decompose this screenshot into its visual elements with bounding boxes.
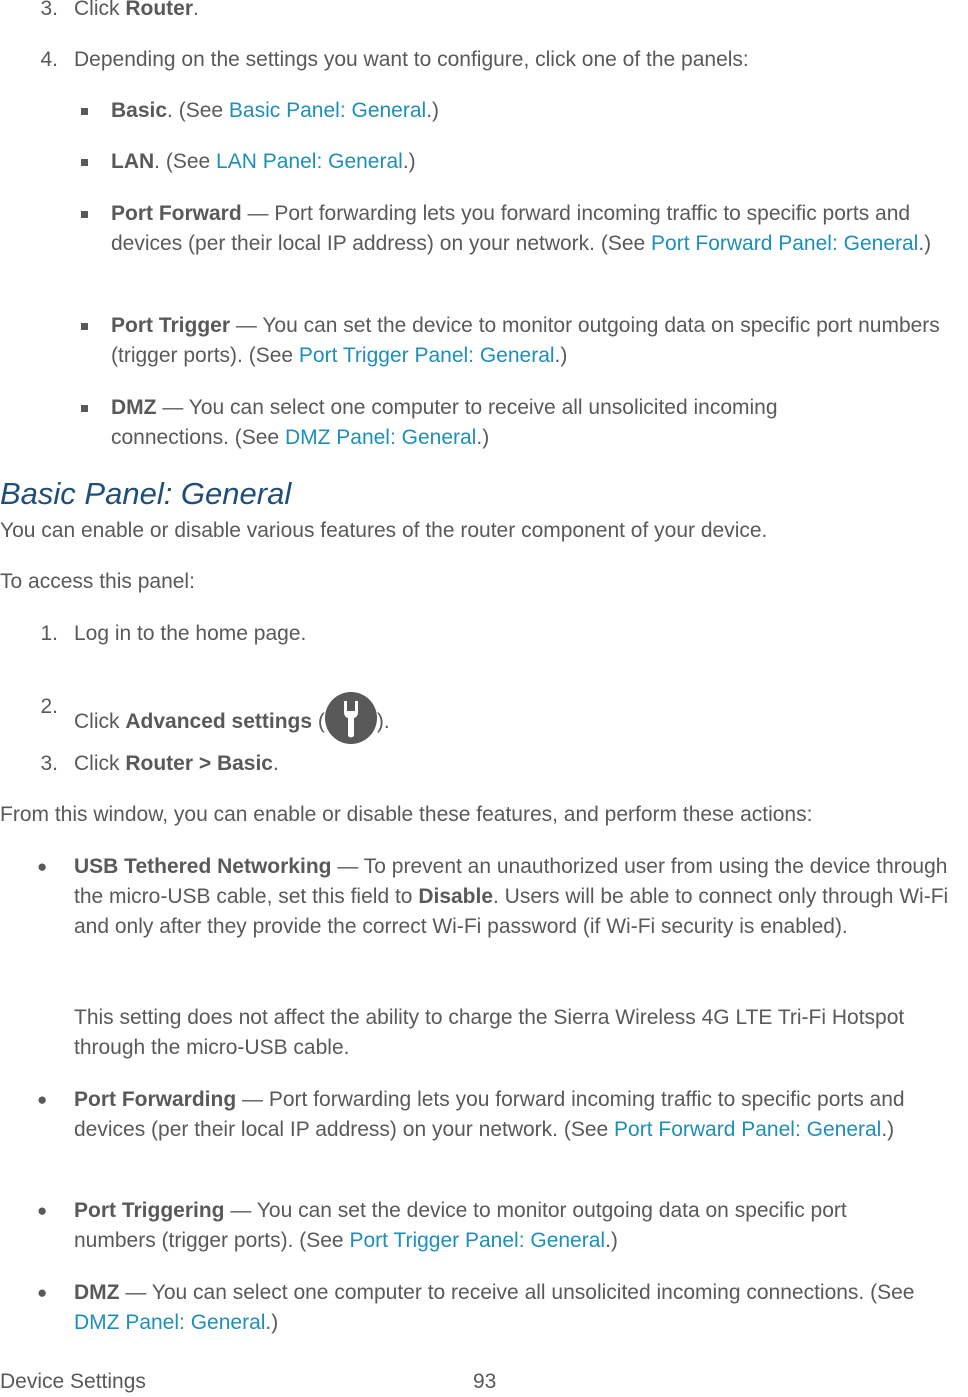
wrench-icon bbox=[325, 692, 377, 744]
access-intro: To access this panel: bbox=[0, 570, 195, 593]
step-number: 4. bbox=[40, 48, 58, 71]
link-basic-panel[interactable]: Basic Panel: General bbox=[228, 99, 427, 122]
bullet-icon: ● bbox=[37, 1090, 48, 1109]
bullet-icon: ● bbox=[37, 1201, 48, 1220]
router-basic-label: Router > Basic bbox=[125, 752, 273, 775]
step-number: 3. bbox=[40, 0, 58, 20]
router-label: Router bbox=[125, 0, 194, 20]
step-text: Depending on the settings you want to configure, click one of the panels: bbox=[74, 48, 749, 71]
section-intro: You can enable or disable various features of the router component of your device. bbox=[0, 519, 768, 542]
step-number: 2. bbox=[40, 695, 58, 718]
square-bullet-icon bbox=[81, 159, 88, 166]
link-lan-panel[interactable]: LAN Panel: General bbox=[216, 150, 403, 173]
advanced-settings-label: Advanced settings bbox=[125, 710, 313, 733]
feature-note: This setting does not affect the ability to charge the Sierra Wireless 4G LTE Tri-Fi Hotspot through the micro-USB cable. bbox=[74, 1006, 905, 1059]
bullet-icon: ● bbox=[37, 857, 48, 876]
page-number: 93 bbox=[473, 1370, 497, 1393]
square-bullet-icon bbox=[81, 108, 88, 115]
link-port-forward-panel[interactable]: Port Forward Panel: General bbox=[614, 1118, 882, 1141]
link-port-trigger-panel[interactable]: Port Trigger Panel: General bbox=[349, 1229, 606, 1252]
footer-section-name: Device Settings bbox=[0, 1370, 146, 1393]
square-bullet-icon bbox=[81, 405, 88, 412]
link-dmz-panel[interactable]: DMZ Panel: General bbox=[284, 426, 477, 449]
link-dmz-panel[interactable]: DMZ Panel: General bbox=[74, 1311, 266, 1334]
square-bullet-icon bbox=[81, 211, 88, 218]
bullet-icon: ● bbox=[37, 1283, 48, 1302]
features-intro: From this window, you can enable or disable these features, and perform these actions: bbox=[0, 803, 813, 826]
section-heading: Basic Panel: General bbox=[0, 476, 292, 511]
link-port-trigger-panel[interactable]: Port Trigger Panel: General bbox=[298, 344, 555, 367]
link-port-forward-panel[interactable]: Port Forward Panel: General bbox=[651, 232, 919, 255]
square-bullet-icon bbox=[81, 323, 88, 330]
step-text: Log in to the home page. bbox=[74, 622, 307, 645]
step-number: 1. bbox=[40, 622, 58, 645]
step-number: 3. bbox=[40, 752, 58, 775]
